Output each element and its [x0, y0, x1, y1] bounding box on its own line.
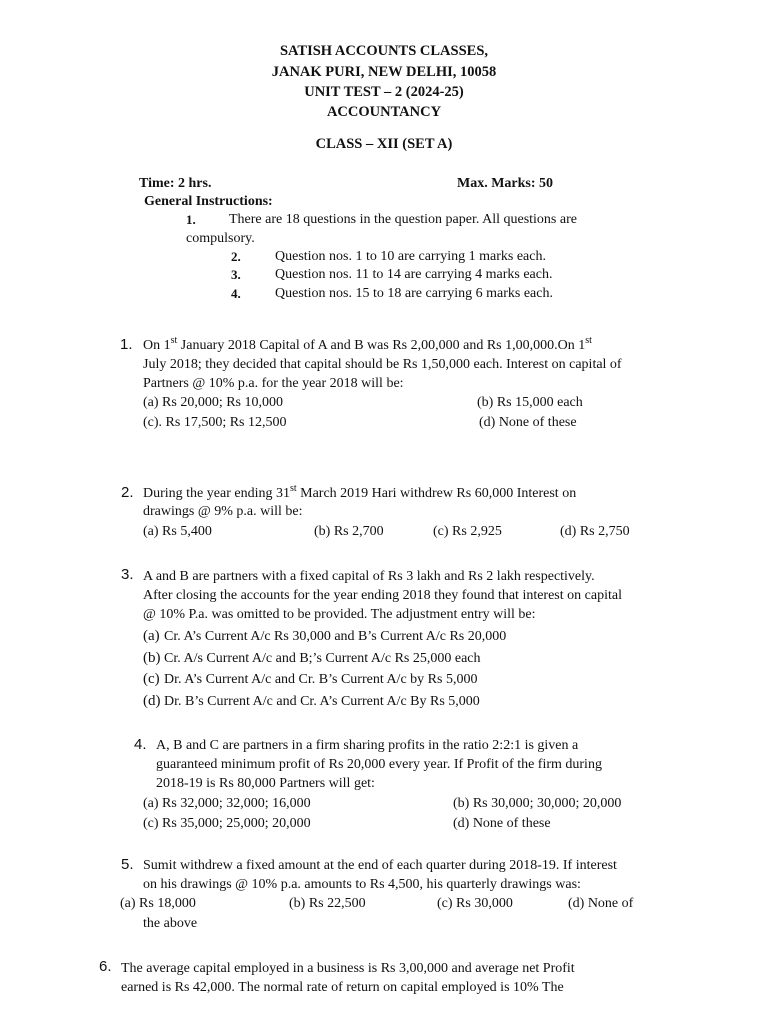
max-marks-label: Max. Marks: 50 — [457, 176, 554, 191]
question-text: On 1st January 2018 Capital of A and B was Rs 2,00,000 and Rs 1,00,000.On 1st — [143, 335, 592, 353]
option-b: (b) Rs 2,700 — [314, 524, 384, 539]
question-number: 6. — [99, 958, 112, 975]
option-d: (d) None of these — [479, 415, 577, 430]
question-text: @ 10% P.a. was omitted to be provided. The adjustment entry will be: — [143, 607, 536, 622]
option-c: (c) Rs 30,000 — [437, 896, 513, 911]
question-text: drawings @ 9% p.a. will be: — [143, 504, 303, 519]
option-a: (a) Rs 18,000 — [120, 896, 196, 911]
option-a: (a) Rs 20,000; Rs 10,000 — [143, 395, 283, 410]
question-text: A, B and C are partners in a firm sharing profits in the ratio 2:2:1 is given a — [156, 738, 579, 753]
option-label: (c) — [143, 671, 160, 687]
instruction-text: Question nos. 15 to 18 are carrying 6 marks each. — [275, 286, 553, 301]
institute-address: JANAK PURI, NEW DELHI, 10058 — [271, 64, 497, 80]
class-line: CLASS – XII (SET A) — [315, 136, 453, 152]
option-b: (b) Rs 15,000 each — [477, 395, 583, 410]
question-text: 2018-19 is Rs 80,000 Partners will get: — [156, 776, 375, 791]
test-name: UNIT TEST – 2 (2024-25) — [304, 84, 464, 100]
question-text: Partners @ 10% p.a. for the year 2018 will be: — [143, 376, 404, 391]
option-b: (b) Rs 22,500 — [289, 896, 366, 911]
subject-name: ACCOUNTANCY — [326, 104, 442, 120]
question-text: After closing the accounts for the year ending 2018 they found that interest on capital — [143, 588, 622, 603]
option-label: (b) — [143, 650, 161, 666]
option-c: (c) Rs 2,925 — [433, 524, 502, 539]
option-c: (c) Rs 35,000; 25,000; 20,000 — [143, 816, 311, 831]
option-d: Dr. B’s Current A/c and Cr. A’s Current A/c By Rs 5,000 — [164, 694, 480, 709]
option-b: Cr. A/s Current A/c and B;’s Current A/c Rs 25,000 each — [164, 651, 481, 666]
question-number: 4. — [134, 736, 147, 753]
option-a: (a) Rs 32,000; 32,000; 16,000 — [143, 796, 311, 811]
instruction-number: 2. — [231, 249, 241, 264]
option-d-continued: the above — [143, 916, 198, 931]
instruction-text: There are 18 questions in the question paper. All questions are — [229, 212, 577, 227]
instruction-text: compulsory. — [186, 231, 255, 246]
question-text: During the year ending 31st March 2019 Hari withdrew Rs 60,000 Interest on — [143, 483, 577, 501]
question-text: on his drawings @ 10% p.a. amounts to Rs 4,500, his quarterly drawings was: — [143, 877, 581, 892]
question-number: 2. — [121, 484, 134, 501]
question-number: 3. — [121, 566, 134, 583]
time-label: Time: 2 hrs. — [139, 176, 212, 191]
instruction-text: Question nos. 11 to 14 are carrying 4 marks each. — [275, 267, 553, 282]
institute-name: SATISH ACCOUNTS CLASSES, — [279, 43, 489, 59]
instruction-number: 4. — [231, 286, 241, 301]
option-c: Dr. A’s Current A/c and Cr. B’s Current A/c by Rs 5,000 — [164, 672, 478, 687]
question-number: 1. — [120, 336, 133, 353]
instruction-number: 3. — [231, 267, 241, 282]
option-d: (d) Rs 2,750 — [560, 524, 630, 539]
question-text: July 2018; they decided that capital should be Rs 1,50,000 each. Interest on capital of — [143, 357, 622, 372]
option-c: (c). Rs 17,500; Rs 12,500 — [143, 415, 287, 430]
instruction-text: Question nos. 1 to 10 are carrying 1 marks each. — [275, 249, 546, 264]
option-b: (b) Rs 30,000; 30,000; 20,000 — [453, 796, 622, 811]
instruction-number: 1. — [186, 212, 196, 227]
question-text: A and B are partners with a fixed capital of Rs 3 lakh and Rs 2 lakh respectively. — [143, 569, 595, 584]
option-a: (a) Rs 5,400 — [143, 524, 212, 539]
option-d: (d) None of — [568, 896, 634, 911]
question-number: 5. — [121, 856, 134, 873]
option-a: Cr. A’s Current A/c Rs 30,000 and B’s Current A/c Rs 20,000 — [164, 629, 507, 644]
question-text: guaranteed minimum profit of Rs 20,000 every year. If Profit of the firm during — [156, 757, 602, 772]
option-label: (d) — [143, 693, 161, 709]
instructions-title: General Instructions: — [144, 194, 273, 209]
option-label: (a) — [143, 628, 160, 644]
question-text: Sumit withdrew a fixed amount at the end of each quarter during 2018-19. If interest — [143, 858, 617, 873]
option-d: (d) None of these — [453, 816, 551, 831]
question-text: earned is Rs 42,000. The normal rate of return on capital employed is 10% The — [121, 980, 564, 995]
question-text: The average capital employed in a business is Rs 3,00,000 and average net Profit — [121, 961, 575, 976]
